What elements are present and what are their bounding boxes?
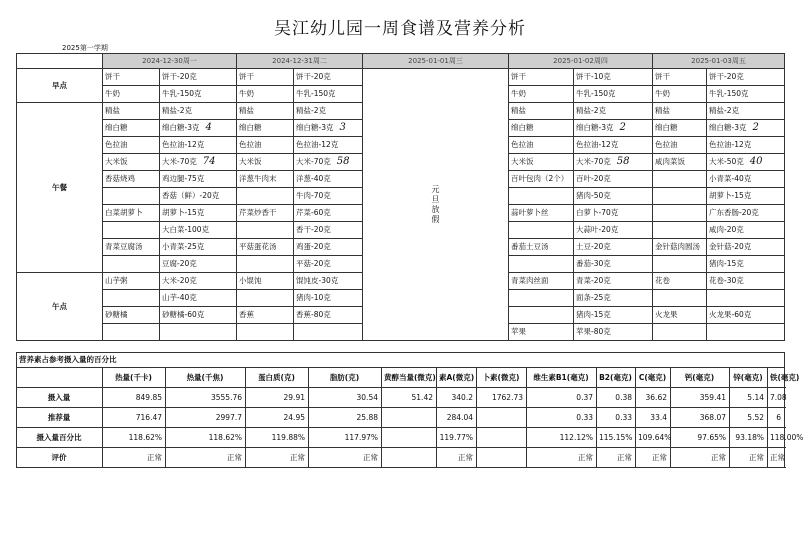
- nutrient-value: 119.88%: [246, 428, 309, 448]
- dish-name: 蒜叶萝卜丝: [509, 205, 574, 222]
- dish-name: 绵白糖: [237, 120, 294, 137]
- ingredient: 牛乳-150克: [574, 86, 653, 103]
- ingredient: 精盐-2克: [160, 103, 237, 120]
- ingredient: 香菇（鲜）-20克: [160, 188, 237, 205]
- ingredient: 大米-50克 40: [707, 154, 785, 171]
- nutrient-value: 284.04: [437, 408, 477, 428]
- nutrient-value: 3555.76: [166, 388, 246, 408]
- dish-name: 咸肉菜饭: [653, 154, 707, 171]
- nutrient-value: 118.62%: [103, 428, 166, 448]
- dish-name: 香菇烧鸡: [103, 171, 160, 188]
- handwritten-note: 4: [205, 122, 212, 133]
- dish-name: 牛奶: [653, 86, 707, 103]
- dish-name: 饼干: [653, 69, 707, 86]
- dish-name: 大米饭: [237, 154, 294, 171]
- ingredient: 砂糖橘-60克: [160, 307, 237, 324]
- ingredient: 广东香肠-20克: [707, 205, 785, 222]
- nutrient-value: 118.00%: [768, 428, 785, 448]
- ingredient: 胡萝卜-15克: [707, 188, 785, 205]
- handwritten-note: 74: [202, 156, 216, 167]
- nutrient-value: [382, 448, 437, 468]
- dish-name: 牛奶: [237, 86, 294, 103]
- nutrient-value: 正常: [730, 448, 768, 468]
- dish-name: 苹果: [509, 324, 574, 341]
- dish-name: [653, 205, 707, 222]
- nutrient-value: [382, 408, 437, 428]
- ingredient: 面条-25克: [574, 290, 653, 307]
- nutrient-value: 5.52: [730, 408, 768, 428]
- dish-name: 饼干: [237, 69, 294, 86]
- nutrition-row-label: 推荐量: [17, 408, 103, 428]
- nutrient-value: 119.77%: [437, 428, 477, 448]
- nutrition-table: [16, 352, 803, 468]
- ingredient: 绵白糖-3克 2: [574, 120, 653, 137]
- ingredient: [160, 324, 237, 341]
- nutrient-value: 118.62%: [166, 428, 246, 448]
- dish-name: 香蕉: [237, 307, 294, 324]
- ingredient: 精盐-2克: [294, 103, 363, 120]
- ingredient: 饼干-20克: [707, 69, 785, 86]
- nutrient-value: [477, 428, 527, 448]
- handwritten-note: 58: [336, 156, 350, 167]
- menu-table: [16, 53, 785, 341]
- ingredient: 绵白糖-3克 2: [707, 120, 785, 137]
- ingredient: 大米-70克 74: [160, 154, 237, 171]
- dish-name: [103, 188, 160, 205]
- ingredient: 牛乳-150克: [160, 86, 237, 103]
- dish-name: 精盐: [509, 103, 574, 120]
- dish-name: [653, 171, 707, 188]
- day-header: 2025-01-03周五: [653, 54, 785, 69]
- ingredient: 鸡边腿-75克: [160, 171, 237, 188]
- dish-name: [653, 290, 707, 307]
- dish-name: 大米饭: [509, 154, 574, 171]
- day-header: 2024-12-30周一: [103, 54, 237, 69]
- ingredient: 苹果-80克: [574, 324, 653, 341]
- ingredient: 色拉油-12克: [707, 137, 785, 154]
- dish-name: [509, 188, 574, 205]
- dish-name: 平菇蛋花汤: [237, 239, 294, 256]
- dish-name: 精盐: [237, 103, 294, 120]
- nutrient-value: 0.33: [527, 408, 597, 428]
- handwritten-note: 40: [749, 156, 763, 167]
- dish-name: [509, 290, 574, 307]
- dish-name: 绵白糖: [103, 120, 160, 137]
- holiday-char: 假: [431, 214, 440, 224]
- dish-name: 色拉油: [103, 137, 160, 154]
- nutrient-value: 0.33: [597, 408, 636, 428]
- ingredient: 青菜-20克: [574, 273, 653, 290]
- dish-name: 青菜肉丝面: [509, 273, 574, 290]
- dish-name: 砂糖橘: [103, 307, 160, 324]
- nutrient-value: 0.37: [527, 388, 597, 408]
- nutrient-value: 33.4: [636, 408, 671, 428]
- ingredient: 绵白糖-3克 4: [160, 120, 237, 137]
- nutrient-value: 正常: [309, 448, 382, 468]
- nutrition-caption: 营养素占参考摄入量的百分比: [17, 353, 785, 368]
- nutrient-header: 卜素(微克): [477, 368, 527, 388]
- dish-name: [103, 222, 160, 239]
- handwritten-note: 2: [619, 122, 626, 133]
- day-header: 2025-01-02周四: [509, 54, 653, 69]
- nutrient-value: 97.65%: [671, 428, 730, 448]
- nutrient-value: 36.62: [636, 388, 671, 408]
- ingredient: 平菇-20克: [294, 256, 363, 273]
- dish-name: [237, 256, 294, 273]
- ingredient: 百叶-20克: [574, 171, 653, 188]
- ingredient: 牛乳-150克: [294, 86, 363, 103]
- ingredient: [707, 324, 785, 341]
- holiday-text: [431, 185, 441, 225]
- ingredient: 火龙果-60克: [707, 307, 785, 324]
- ingredient: 花卷-30克: [707, 273, 785, 290]
- ingredient: 小青菜-25克: [160, 239, 237, 256]
- dish-name: 色拉油: [509, 137, 574, 154]
- nutrient-value: 7.08: [768, 388, 785, 408]
- nutrient-value: 6: [768, 408, 785, 428]
- dish-name: [237, 188, 294, 205]
- ingredient: 咸肉-20克: [707, 222, 785, 239]
- nutrient-header: 蛋白质(克): [246, 368, 309, 388]
- nutrient-header: B2(毫克): [597, 368, 636, 388]
- ingredient: [294, 324, 363, 341]
- nutrient-value: 正常: [527, 448, 597, 468]
- dish-name: 饼干: [509, 69, 574, 86]
- nutrient-header: 热量(千焦): [166, 368, 246, 388]
- dish-name: 色拉油: [237, 137, 294, 154]
- dish-name: [237, 324, 294, 341]
- nutrient-value: 2997.7: [166, 408, 246, 428]
- ingredient: 洋葱-40克: [294, 171, 363, 188]
- dish-name: [103, 290, 160, 307]
- ingredient: 色拉油-12克: [160, 137, 237, 154]
- nutrient-value: [382, 428, 437, 448]
- nutrient-value: 340.2: [437, 388, 477, 408]
- nutrient-header: 黄醇当量(微克): [382, 368, 437, 388]
- day-header-row: [17, 54, 785, 69]
- nutrition-row: [17, 388, 785, 408]
- nutrient-value: [477, 448, 527, 468]
- ingredient: 大米-70克 58: [294, 154, 363, 171]
- ingredient: 饼干-10克: [574, 69, 653, 86]
- handwritten-note: 3: [339, 122, 346, 133]
- ingredient: 猪肉-15克: [707, 256, 785, 273]
- dish-name: 精盐: [653, 103, 707, 120]
- nutrition-corner: [17, 368, 103, 388]
- nutrient-header: 钙(毫克): [671, 368, 730, 388]
- ingredient: 精盐-2克: [707, 103, 785, 120]
- ingredient: 猪肉-15克: [574, 307, 653, 324]
- nutrient-value: 849.85: [103, 388, 166, 408]
- nutrient-value: 正常: [437, 448, 477, 468]
- ingredient: 猪肉-10克: [294, 290, 363, 307]
- nutrient-value: 正常: [768, 448, 785, 468]
- nutrient-value: 109.64%: [636, 428, 671, 448]
- nutrient-value: 716.47: [103, 408, 166, 428]
- dish-name: [103, 256, 160, 273]
- dish-name: 绵白糖: [509, 120, 574, 137]
- dish-name: 精盐: [103, 103, 160, 120]
- nutrient-value: 115.15%: [597, 428, 636, 448]
- ingredient: 猪肉-50克: [574, 188, 653, 205]
- ingredient: 大米-70克 58: [574, 154, 653, 171]
- nutrition-row: [17, 408, 785, 428]
- page-title: 吴江幼儿园一周食谱及营养分析: [274, 19, 526, 39]
- dish-name: 百叶包肉（2个）: [509, 171, 574, 188]
- dish-name: [237, 290, 294, 307]
- dish-name: [103, 324, 160, 341]
- holiday-cell: [363, 69, 509, 341]
- nutrient-value: 24.95: [246, 408, 309, 428]
- ingredient: 牛乳-150克: [707, 86, 785, 103]
- nutrient-value: 359.41: [671, 388, 730, 408]
- term-label: 2025第一学期: [62, 44, 108, 52]
- ingredient: 色拉油-12克: [574, 137, 653, 154]
- nutrient-value: 93.18%: [730, 428, 768, 448]
- nutrient-header: 维生素B1(毫克): [527, 368, 597, 388]
- nutrition-row: [17, 448, 785, 468]
- meal-lunch: 午餐: [17, 103, 103, 273]
- ingredient: 芹菜-60克: [294, 205, 363, 222]
- dish-name: [653, 256, 707, 273]
- dish-name: [653, 324, 707, 341]
- ingredient: 绵白糖-3克 3: [294, 120, 363, 137]
- nutrition-row-label: 摄入量百分比: [17, 428, 103, 448]
- dish-name: 山芋粥: [103, 273, 160, 290]
- nutrient-value: 29.91: [246, 388, 309, 408]
- ingredient: 番茄-30克: [574, 256, 653, 273]
- handwritten-note: 58: [616, 156, 630, 167]
- nutrient-value: 正常: [597, 448, 636, 468]
- nutrient-value: 0.38: [597, 388, 636, 408]
- nutrient-value: 117.97%: [309, 428, 382, 448]
- nutrient-value: [477, 408, 527, 428]
- nutrient-value: 25.88: [309, 408, 382, 428]
- nutrient-value: 正常: [636, 448, 671, 468]
- dish-name: [509, 222, 574, 239]
- ingredient: 色拉油-12克: [294, 137, 363, 154]
- dish-name: [237, 222, 294, 239]
- ingredient: 小青菜-40克: [707, 171, 785, 188]
- nutrient-header: 素A(微克): [437, 368, 477, 388]
- ingredient: 饼干-20克: [160, 69, 237, 86]
- dish-name: 洋葱牛肉末: [237, 171, 294, 188]
- dish-name: 饼干: [103, 69, 160, 86]
- ingredient: 牛肉-70克: [294, 188, 363, 205]
- nutrient-value: 正常: [166, 448, 246, 468]
- nutrient-value: 112.12%: [527, 428, 597, 448]
- ingredient: 大白菜-100克: [160, 222, 237, 239]
- nutrient-value: 30.54: [309, 388, 382, 408]
- dish-name: 火龙果: [653, 307, 707, 324]
- dish-name: 番茄土豆汤: [509, 239, 574, 256]
- ingredient: 香干-20克: [294, 222, 363, 239]
- nutrition-row-label: 摄入量: [17, 388, 103, 408]
- dish-name: 大米饭: [103, 154, 160, 171]
- ingredient: 大蒜叶-20克: [574, 222, 653, 239]
- holiday-char: 放: [431, 204, 440, 214]
- ingredient: 金针菇-20克: [707, 239, 785, 256]
- meal-snack: 午点: [17, 273, 103, 341]
- nutrient-value: 368.07: [671, 408, 730, 428]
- ingredient: 馄饨皮-30克: [294, 273, 363, 290]
- ingredient: 豆腐-20克: [160, 256, 237, 273]
- nutrition-row: [17, 428, 785, 448]
- ingredient: [707, 290, 785, 307]
- dish-name: [653, 222, 707, 239]
- nutrient-value: 51.42: [382, 388, 437, 408]
- nutrient-header: 铁(毫克): [768, 368, 785, 388]
- nutrient-value: 正常: [103, 448, 166, 468]
- nutrient-header: 热量(千卡): [103, 368, 166, 388]
- meal-breakfast: 早点: [17, 69, 103, 103]
- ingredient: 土豆-20克: [574, 239, 653, 256]
- day-header: 2025-01-01周三: [363, 54, 509, 69]
- nutrient-value: 1762.73: [477, 388, 527, 408]
- dish-name: 青菜豆腐汤: [103, 239, 160, 256]
- nutrient-header: 脂肪(克): [309, 368, 382, 388]
- menu-row: [17, 69, 785, 86]
- ingredient: 饼干-20克: [294, 69, 363, 86]
- ingredient: 胡萝卜-15克: [160, 205, 237, 222]
- nutrient-value: 正常: [671, 448, 730, 468]
- dish-name: [509, 256, 574, 273]
- dish-name: 金针菇肉圆汤: [653, 239, 707, 256]
- dish-name: 绵白糖: [653, 120, 707, 137]
- day-header: 2024-12-31周二: [237, 54, 363, 69]
- ingredient: 精盐-2克: [574, 103, 653, 120]
- ingredient: 白萝卜-70克: [574, 205, 653, 222]
- nutrition-row-label: 评价: [17, 448, 103, 468]
- nutrient-value: 正常: [246, 448, 309, 468]
- dish-name: 花卷: [653, 273, 707, 290]
- dish-name: 白菜胡萝卜: [103, 205, 160, 222]
- ingredient: 香蕉-80克: [294, 307, 363, 324]
- nutrient-value: 5.14: [730, 388, 768, 408]
- holiday-char: 旦: [431, 194, 440, 204]
- dish-name: 牛奶: [103, 86, 160, 103]
- nutrient-header: C(毫克): [636, 368, 671, 388]
- dish-name: 芹菜炒香干: [237, 205, 294, 222]
- dish-name: [509, 307, 574, 324]
- nutrient-header: 锌(毫克): [730, 368, 768, 388]
- corner-cell: [17, 54, 103, 69]
- handwritten-note: 2: [752, 122, 759, 133]
- dish-name: 色拉油: [653, 137, 707, 154]
- ingredient: 山芋-40克: [160, 290, 237, 307]
- dish-name: 牛奶: [509, 86, 574, 103]
- ingredient: 鸡蛋-20克: [294, 239, 363, 256]
- holiday-char: 元: [431, 184, 440, 194]
- dish-name: [653, 188, 707, 205]
- ingredient: 大米-20克: [160, 273, 237, 290]
- dish-name: 小馄饨: [237, 273, 294, 290]
